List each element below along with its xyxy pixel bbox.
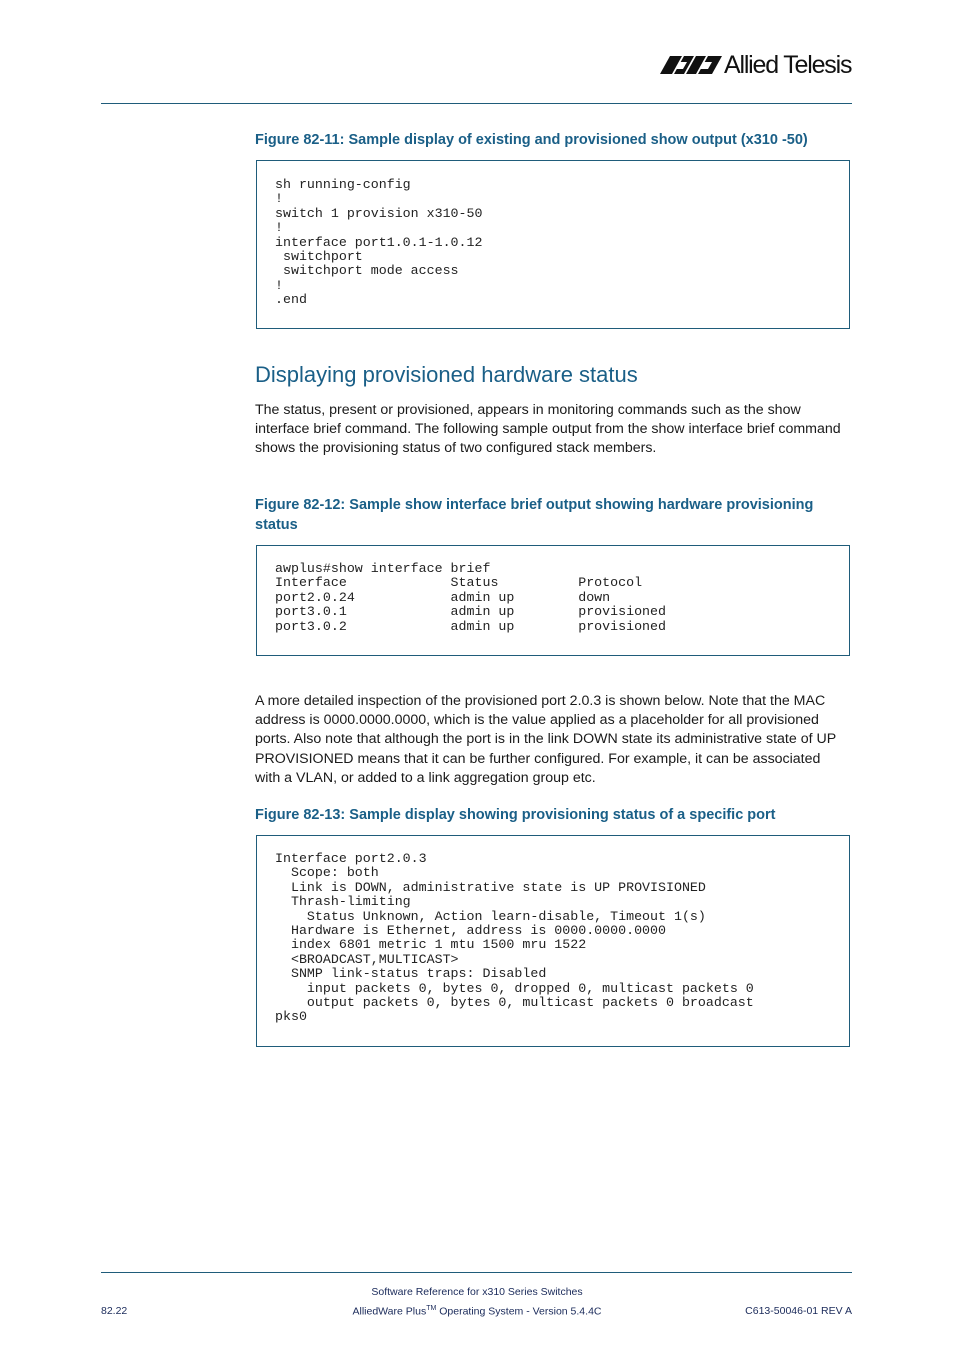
paragraph-intro: The status, present or provisioned, appears in monitoring commands such as the show interface brief command. The following sample output from the show interface brief command shows the provisioning status of two configured stack members. bbox=[255, 402, 841, 457]
allied-telesis-logo bbox=[660, 50, 854, 80]
doc-code: C613-50046-01 REV A bbox=[745, 1305, 852, 1317]
section-title: Displaying provisioned hardware status bbox=[255, 362, 638, 387]
figure-caption-82-12: Figure 82-12: Sample show interface brief output showing hardware provisioning status bbox=[255, 497, 814, 533]
logo-mark-icon bbox=[660, 56, 722, 74]
code-box-82-13 bbox=[256, 835, 850, 1047]
code-box-82-11 bbox=[256, 160, 850, 329]
footer-product-name: AlliedWare Plus bbox=[352, 1305, 427, 1318]
footer-rule bbox=[101, 1272, 852, 1273]
code-block: sh running-config ! switch 1 provision x310-50 ! interface port1.0.1-1.0.12 switchport switchport mode access ! .end bbox=[275, 177, 483, 308]
figure-caption-82-13: Figure 82-13: Sample display showing provisioning status of a specific port bbox=[255, 807, 776, 823]
trademark-sup: TM bbox=[426, 1305, 437, 1312]
page-number: 82.22 bbox=[101, 1305, 128, 1317]
footer-version: Operating System - Version 5.4.4C bbox=[436, 1305, 602, 1318]
footer-product bbox=[280, 1305, 674, 1318]
code-block: awplus#show interface brief Interface Status Protocol port2.0.24 admin up down port3.0.1 admin up provisioned port3.0.2 admin up provisioned bbox=[275, 561, 666, 634]
footer-title: Software Reference for x310 Series Switches bbox=[371, 1286, 583, 1298]
logo-text: Allied Telesis bbox=[724, 51, 852, 79]
code-box-82-12 bbox=[256, 545, 850, 656]
code-block: Interface port2.0.3 Scope: both Link is DOWN, administrative state is UP PROVISIONED Thrash-limiting Status Unknown, Action learn-disable, Timeout 1(s) Hardware is Ethernet, address is 0000.0000.0000 index 6801 metric 1 mtu 1500 mru 1522 <BROADCAST,MULTICAST> SNMP link-status traps: Disabled input packets 0, bytes 0, dropped 0, multicast packets 0 output packets 0, bytes 0, multicast packets 0 broadcast pks0 bbox=[275, 851, 754, 1025]
figure-caption-82-11: Figure 82-11: Sample display of existing and provisioned show output (x310 -50) bbox=[255, 132, 808, 148]
header-rule bbox=[101, 103, 852, 104]
paragraph-detail: A more detailed inspection of the provisioned port 2.0.3 is shown below. Note that the MAC address is 0000.0000.0000, which is the value applied as a placeholder for all provisioned ports. Also note that although the port is in the link DOWN state its administrative state of UP PROVISIONED means that it can be further configured. For example, it can be associated with a VLAN, or added to a link aggregation group etc. bbox=[255, 693, 836, 786]
